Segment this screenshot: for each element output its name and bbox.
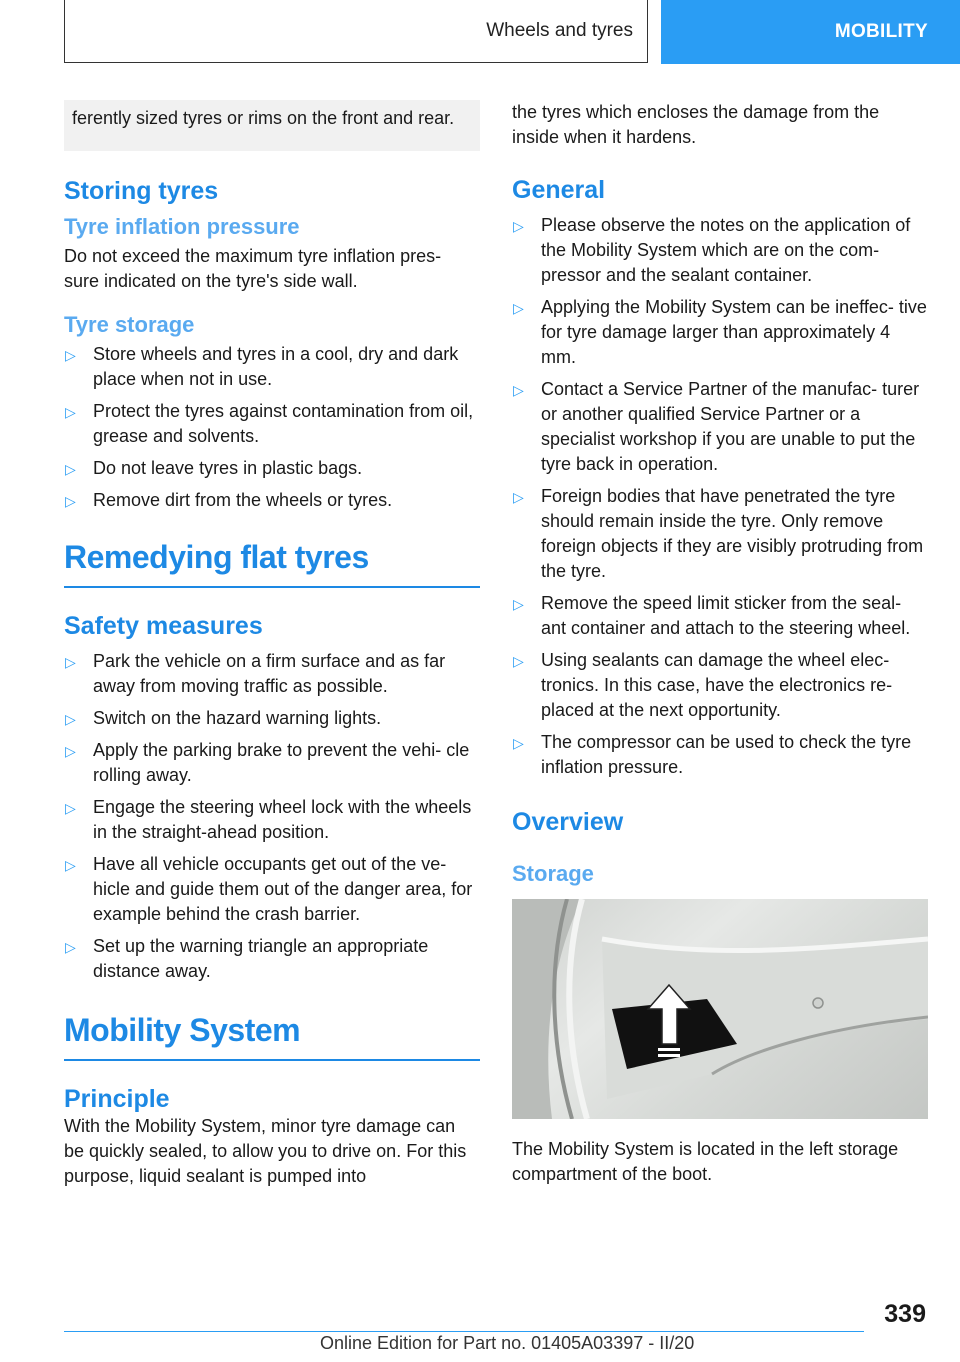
section-title: Wheels and tyres [64, 0, 648, 63]
safety-heading: Safety measures [64, 612, 263, 640]
safety-list [64, 649, 480, 984]
triangle-bullet-icon: ▷ [65, 800, 76, 816]
pressure-text: Do not exceed the maximum tyre inflation pres‐ sure indicated on the tyre's side wall. [64, 246, 442, 291]
list-item: ▷ Store wheels and tyres in a cool, dry and dark place when not in use. [65, 344, 459, 389]
list-item: ▷ The compressor can be used to check the tyre inflation pressure. [513, 732, 912, 777]
general-list [512, 213, 928, 780]
triangle-bullet-icon: ▷ [513, 300, 524, 316]
list-item: ▷ Engage the steering wheel lock with the wheels in the straight-ahead position. [65, 797, 472, 842]
list-item: ▷ Set up the warning triangle an appropriate distance away. [65, 936, 429, 981]
list-item: ▷ Have all vehicle occupants get out of the ve‐ hicle and guide them out of the danger area, for example behind the crash barrier. [65, 854, 473, 924]
list-item: ▷ Please observe the notes on the application of the Mobility System which are on the com‐ pressor and the sealant container. [513, 215, 911, 285]
list-item: ▷ Switch on the hazard warning lights. [64, 706, 480, 731]
mobility-system-heading: Mobility System [64, 1012, 480, 1061]
list-item: ▷ Applying the Mobility System can be ineffec‐ tive for tyre damage larger than approximately 4 mm. [513, 297, 927, 367]
list-item: ▷ Using sealants can damage the wheel elec‐ tronics. In this case, have the electronics re‐ placed at the next opportunity. [513, 650, 893, 720]
overview-heading: Overview [512, 808, 624, 836]
triangle-bullet-icon: ▷ [513, 653, 524, 669]
tyre-storage-heading: Tyre storage [64, 312, 195, 337]
right-column [512, 100, 928, 1187]
triangle-bullet-icon: ▷ [513, 489, 524, 505]
list-item: ▷ Park the vehicle on a firm surface and as far away from moving traffic as possible. [65, 651, 446, 696]
page-number: 339 [884, 1300, 926, 1328]
note-continuation: ferently sized tyres or rims on the front and rear. [64, 100, 480, 151]
principle-heading: Principle [64, 1085, 170, 1113]
storage-list [64, 342, 480, 513]
list-item: ▷ Remove dirt from the wheels or tyres. [64, 488, 480, 513]
triangle-bullet-icon: ▷ [513, 596, 524, 612]
page-header [64, 0, 960, 64]
triangle-bullet-icon: ▷ [513, 382, 524, 398]
principle-text-continued: the tyres which encloses the damage from the inside when it hardens. [512, 102, 880, 147]
left-column [64, 100, 480, 1189]
list-item: ▷ Protect the tyres against contamination from oil, grease and solvents. [65, 401, 474, 446]
triangle-bullet-icon: ▷ [65, 939, 76, 955]
principle-text: With the Mobility System, minor tyre damage can be quickly sealed, to allow you to drive on. For this purpose, liquid sealant is pumped into [64, 1116, 467, 1186]
boot-storage-photo [512, 899, 928, 1119]
triangle-bullet-icon: ▷ [65, 493, 76, 509]
triangle-bullet-icon: ▷ [65, 743, 76, 759]
list-item: ▷ Do not leave tyres in plastic bags. [64, 456, 480, 481]
triangle-bullet-icon: ▷ [65, 654, 76, 670]
chapter-tab: MOBILITY [661, 0, 960, 64]
triangle-bullet-icon: ▷ [65, 404, 76, 420]
triangle-bullet-icon: ▷ [65, 857, 76, 873]
triangle-bullet-icon: ▷ [513, 218, 524, 234]
list-item: ▷ Apply the parking brake to prevent the vehi‐ cle rolling away. [65, 740, 470, 785]
list-item: ▷ Remove the speed limit sticker from the seal‐ ant container and attach to the steering wheel. [513, 593, 911, 638]
storing-tyres-heading: Storing tyres [64, 177, 219, 205]
edition-text: Online Edition for Part no. 01405A03397 - II/20 [320, 1333, 695, 1353]
triangle-bullet-icon: ▷ [65, 711, 76, 727]
list-item: ▷ Foreign bodies that have penetrated the tyre should remain inside the tyre. Only remove foreign objects if they are visibly protruding from the tyre. [513, 486, 924, 581]
flat-tyres-heading: Remedying flat tyres [64, 539, 480, 588]
pressure-heading: Tyre inflation pressure [64, 214, 300, 239]
photo-caption: The Mobility System is located in the left storage compartment of the boot. [512, 1139, 899, 1184]
general-heading: General [512, 176, 606, 204]
storage-subheading: Storage [512, 861, 594, 886]
triangle-bullet-icon: ▷ [513, 735, 524, 751]
triangle-bullet-icon: ▷ [65, 461, 76, 477]
list-item: ▷ Contact a Service Partner of the manufac‐ turer or another qualified Service Partner or a specialist workshop if you are unable to put the tyre back in operation. [513, 379, 920, 474]
triangle-bullet-icon: ▷ [65, 347, 76, 363]
footer-divider [64, 1331, 864, 1332]
